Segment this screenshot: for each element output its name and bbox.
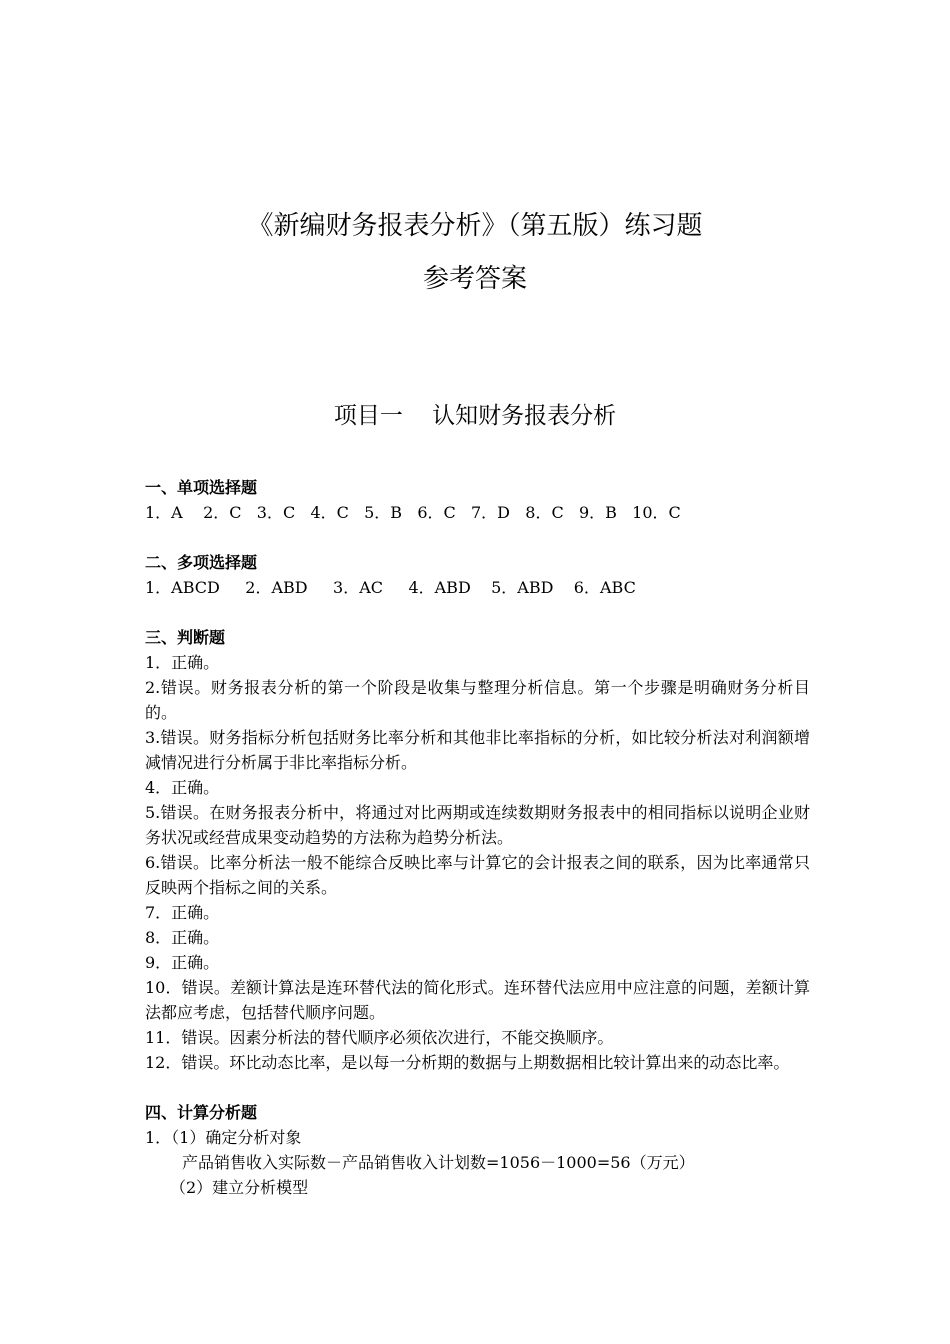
answer-body <box>145 475 810 1200</box>
section-heading-multi-choice: 二、多项选择题 <box>145 553 258 572</box>
section-heading-calculation: 四、计算分析题 <box>145 1103 258 1122</box>
judgement-item: 8．正确。 <box>145 928 220 947</box>
judgement-item: 4．正确。 <box>145 778 220 797</box>
judgement-item: 3.错误。财务指标分析包括财务比率分析和其他非比率指标的分析，如比较分析法对利润额增减情况进行分析属于非比率指标分析。 <box>145 728 810 772</box>
project-heading: 项目一 认知财务报表分析 <box>333 403 617 429</box>
calculation-step: （2）建立分析模型 <box>170 1178 309 1197</box>
judgement-item: 5.错误。在财务报表分析中，将通过对比两期或连续数期财务报表中的相同指标以说明企业财务状况或经营成果变动趋势的方法称为趋势分析法。 <box>145 803 810 847</box>
judgement-item: 12．错误。环比动态比率，是以每一分析期的数据与上期数据相比较计算出来的动态比率。 <box>145 1053 790 1072</box>
document-subtitle: 参考答案 <box>422 264 527 294</box>
calculation-formula: 产品销售收入实际数－产品销售收入计划数=1056－1000=56（万元） <box>182 1153 695 1172</box>
judgement-item: 9．正确。 <box>145 953 220 972</box>
judgement-item: 1．正确。 <box>145 653 220 672</box>
judgement-item: 7．正确。 <box>145 903 220 922</box>
judgement-item: 6.错误。比率分析法一般不能综合反映比率与计算它的会计报表之间的联系，因为比率通常只反映两个指标之间的关系。 <box>145 853 810 897</box>
section-heading-judgement: 三、判断题 <box>145 628 226 647</box>
single-choice-answers: 1．A 2．C 3．C 4．C 5．B 6．C 7．D 8．C 9．B 10．C <box>145 503 681 522</box>
calculation-step: 1．（1）确定分析对象 <box>145 1128 302 1147</box>
judgement-item: 2.错误。财务报表分析的第一个阶段是收集与整理分析信息。第一个步骤是明确财务分析目的。 <box>145 678 810 722</box>
section-heading-single-choice: 一、单项选择题 <box>145 478 258 497</box>
document-title: 《新编财务报表分析》（第五版）练习题 <box>247 211 703 241</box>
multi-choice-answers: 1．ABCD 2．ABD 3．AC 4．ABD 5．ABD 6．ABC <box>145 578 636 597</box>
judgement-item: 10．错误。差额计算法是连环替代法的简化形式。连环替代法应用中应注意的问题，差额计算法都应考虑，包括替代顺序问题。 <box>145 978 810 1022</box>
judgement-item: 11．错误。因素分析法的替代顺序必须依次进行，不能交换顺序。 <box>145 1028 614 1047</box>
